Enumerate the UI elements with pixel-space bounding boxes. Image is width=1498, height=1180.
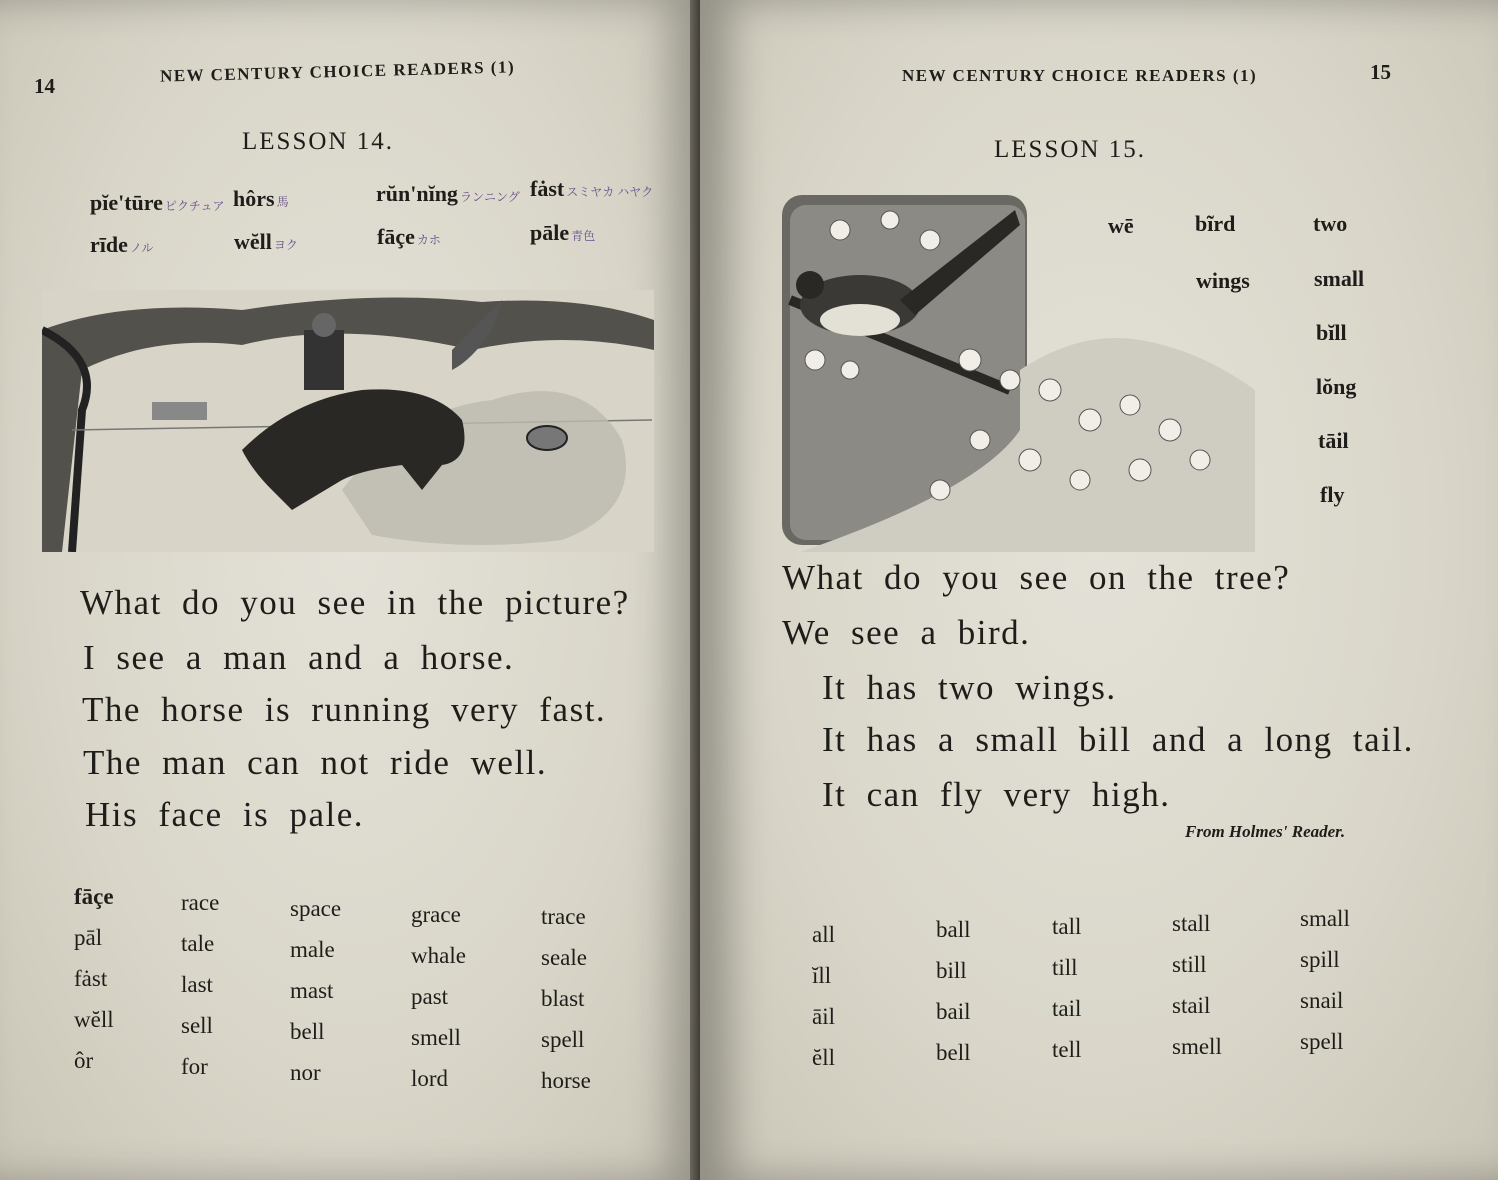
vocab-word: lŏng (1316, 374, 1357, 399)
reading-line: His face is pale. (85, 795, 365, 834)
vocab-word: fly (1320, 482, 1345, 507)
word-item: blast (541, 986, 585, 1011)
vocab-word: tāil (1318, 428, 1349, 453)
vocab-word: wē (1108, 213, 1134, 238)
word-item: for (181, 1054, 208, 1079)
word-item: smell (411, 1025, 461, 1050)
horse-rider-illustration (42, 290, 654, 552)
word-column (812, 914, 835, 1078)
word-item: lord (411, 1066, 449, 1091)
page-number: 14 (34, 74, 55, 98)
vocab-word: two (1313, 211, 1348, 236)
word-item: spill (1300, 947, 1340, 972)
word-item: pāl (74, 925, 103, 950)
word-item: still (1172, 952, 1207, 977)
vocab-word: pāle 青色 (530, 220, 596, 245)
vocab-word: wings (1196, 268, 1250, 293)
word-item: all (812, 922, 835, 947)
word-item: ball (936, 917, 971, 942)
word-item: small (1300, 906, 1350, 931)
word-column (1172, 903, 1222, 1067)
word-item: snail (1300, 988, 1344, 1013)
word-column (290, 888, 341, 1093)
word-item: stail (1172, 993, 1211, 1018)
reading-line: It has a small bill and a long tail. (822, 720, 1414, 759)
word-item: tall (1052, 914, 1082, 939)
reading-line: It can fly very high. (822, 775, 1171, 814)
word-item: bell (290, 1019, 325, 1044)
word-item: whale (411, 943, 466, 968)
vocab-word: fȧst スミヤカ ハヤク (530, 176, 654, 201)
word-item: fāçe (74, 884, 114, 909)
left-page (0, 0, 700, 1180)
word-item: sell (181, 1013, 213, 1038)
word-item: tale (181, 931, 215, 956)
word-column (181, 882, 219, 1087)
word-item: tail (1052, 996, 1082, 1021)
word-column (411, 894, 466, 1099)
word-column (1300, 898, 1350, 1062)
word-item: till (1052, 955, 1078, 980)
word-item: stall (1172, 911, 1211, 936)
reading-line: We see a bird. (782, 613, 1031, 652)
vocab-word: bĭll (1316, 320, 1347, 345)
reading-line: The horse is running very fast. (82, 690, 607, 729)
vocab-word: fāçe カホ (377, 224, 441, 249)
word-item: mast (290, 978, 334, 1003)
right-page (700, 0, 1498, 1180)
word-item: ĕll (812, 1045, 835, 1070)
lesson-title: LESSON 15. (994, 136, 1146, 163)
word-column (936, 909, 971, 1073)
vocab-word: pĭe'tūre ピクチュア (90, 190, 225, 215)
word-item: fȧst (74, 966, 108, 991)
vocab-word: small (1314, 266, 1365, 291)
word-item: seale (541, 945, 587, 970)
vocab-word: hôrs 馬 (233, 186, 289, 211)
word-item: male (290, 937, 335, 962)
word-item: last (181, 972, 213, 997)
word-item: smell (1172, 1034, 1222, 1059)
word-item: spell (1300, 1029, 1344, 1054)
word-item: wĕll (74, 1007, 114, 1032)
word-item: space (290, 896, 342, 921)
reading-line: The man can not ride well. (83, 743, 548, 782)
vocab-word: rīde ノル (90, 232, 154, 257)
vocab-word: rŭn'nĭng ランニング (376, 181, 520, 206)
word-item: spell (541, 1027, 585, 1052)
word-item: tell (1052, 1037, 1082, 1062)
word-column (74, 876, 114, 1081)
bird-illustration (780, 190, 1255, 552)
source-credit: From Holmes' Reader. (1185, 822, 1346, 841)
reading-line: What do you see in the picture? (80, 583, 630, 622)
word-item: nor (290, 1060, 321, 1085)
word-item: race (181, 890, 220, 915)
word-column (1052, 906, 1081, 1070)
word-item: past (411, 984, 449, 1009)
word-item: grace (411, 902, 461, 927)
running-head: NEW CENTURY CHOICE READERS (1) (902, 66, 1258, 85)
word-column (541, 896, 591, 1101)
reading-line: It has two wings. (822, 668, 1117, 707)
word-item: horse (541, 1068, 591, 1093)
word-item: trace (541, 904, 586, 929)
reading-line: I see a man and a horse. (83, 638, 515, 677)
word-item: bell (936, 1040, 971, 1065)
lesson-title: LESSON 14. (242, 128, 394, 155)
vocab-word: wĕll ヨク (234, 229, 298, 254)
running-head: NEW CENTURY CHOICE READERS (1) (159, 57, 516, 86)
word-item: ĭll (812, 963, 832, 988)
page-number: 15 (1370, 60, 1391, 84)
word-item: bail (936, 999, 971, 1024)
word-item: āil (812, 1004, 835, 1029)
vocab-word: bĩrd (1195, 211, 1236, 236)
reading-line: What do you see on the tree? (782, 558, 1291, 597)
word-item: ôr (74, 1048, 94, 1073)
word-item: bill (936, 958, 967, 983)
